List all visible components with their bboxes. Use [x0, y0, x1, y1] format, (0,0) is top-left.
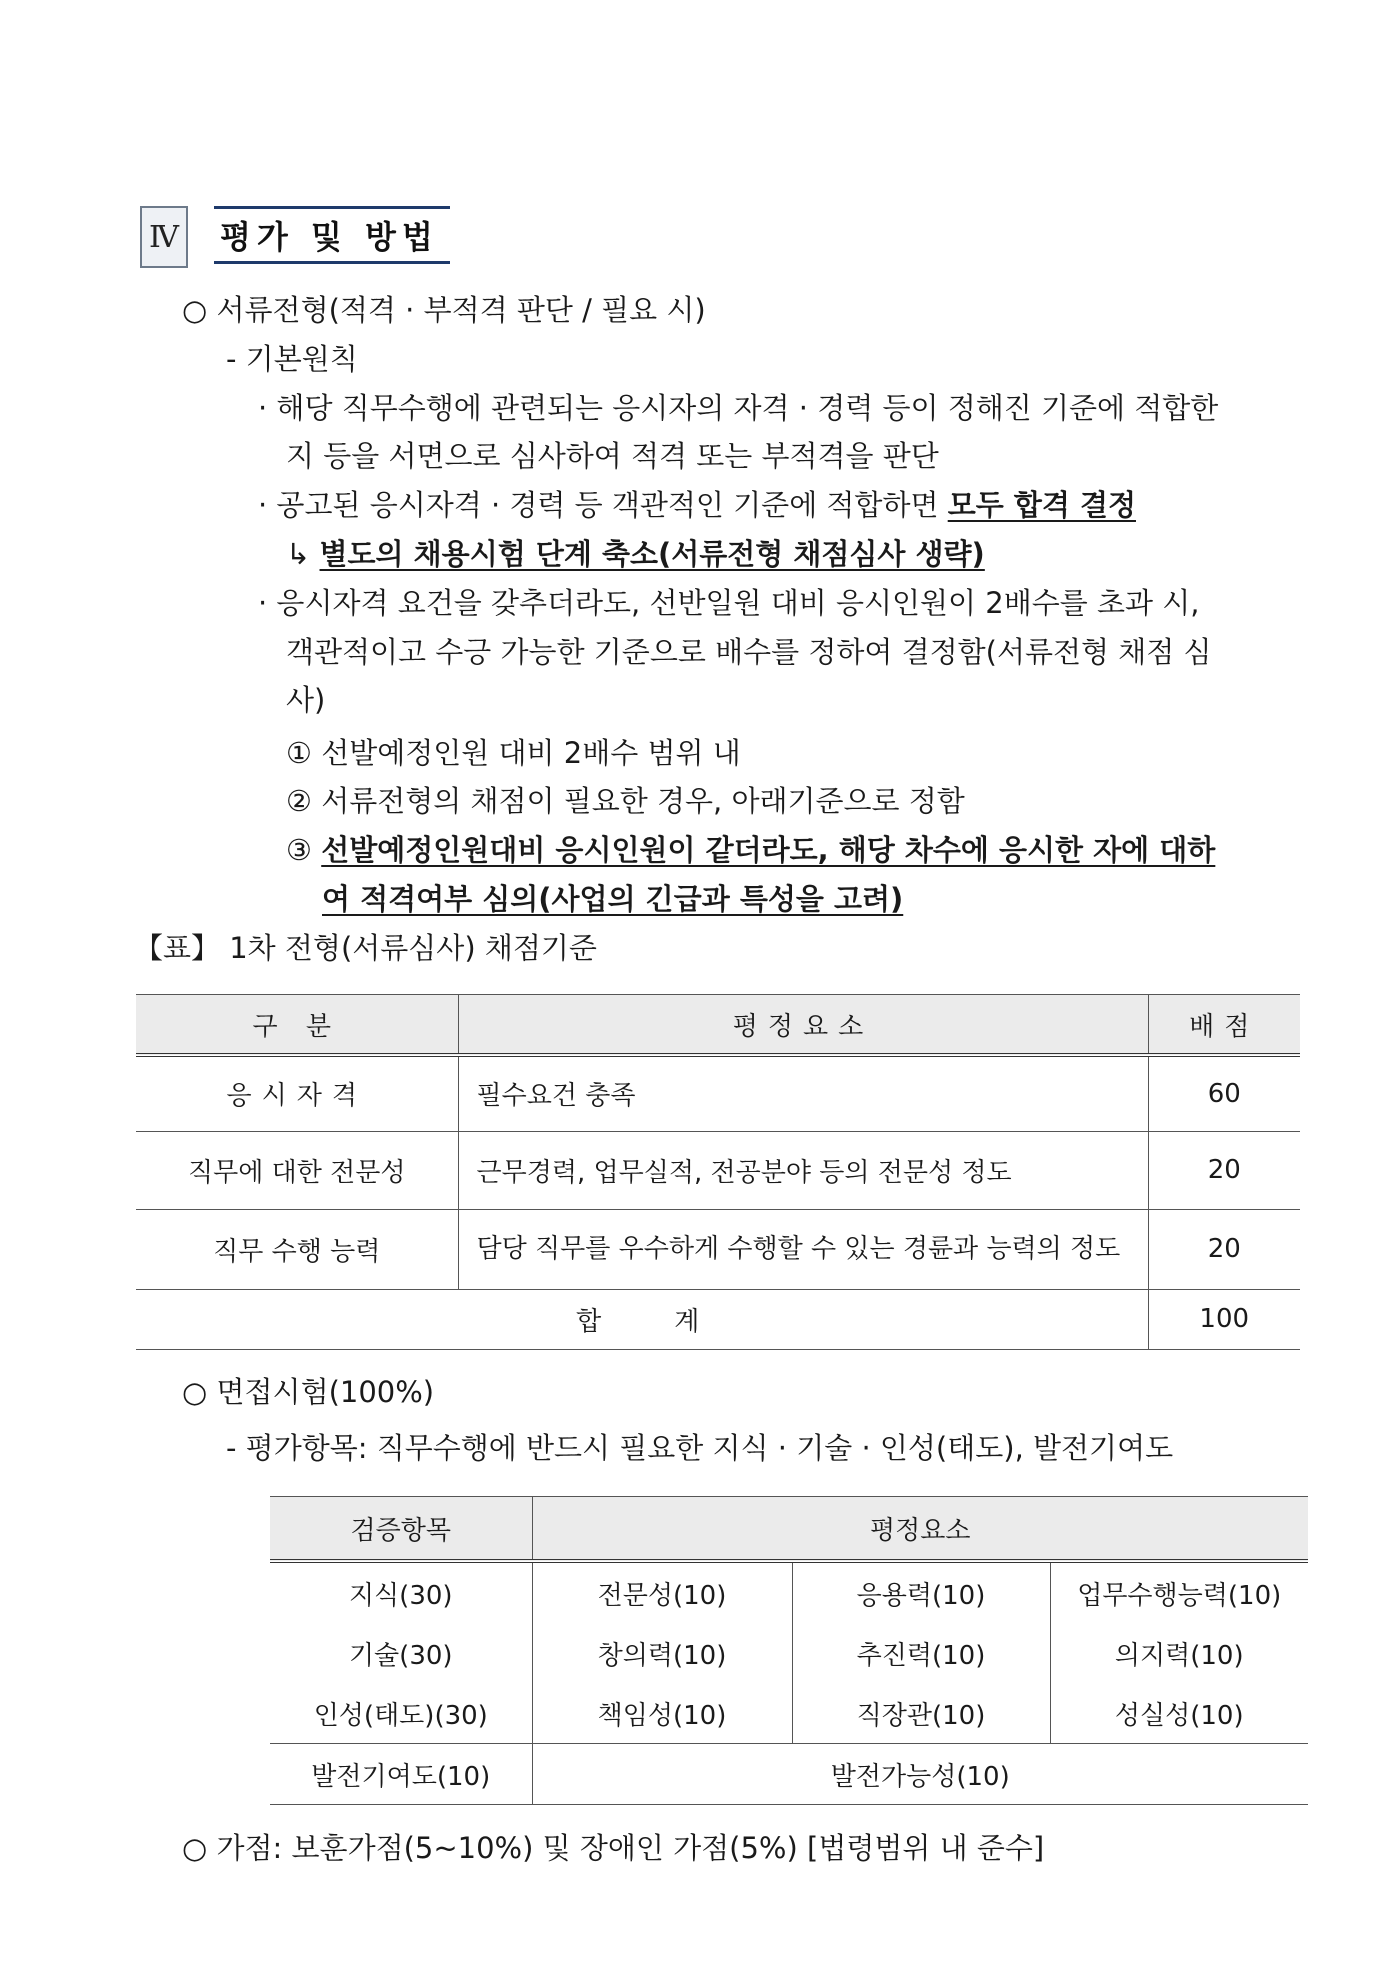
arrow-icon: ↳ [286, 537, 320, 571]
table2-cell: 직장관(10) [792, 1683, 1050, 1744]
criteria-item-3-line2: 여 적격여부 심의(사업의 긴급과 특성을 고려) [322, 882, 904, 916]
table2-cell: 인성(태도)(30) [313, 1700, 488, 1731]
bullet2-text: · 공고된 응시자격 · 경력 등 객관적인 기준에 적합하면 [258, 488, 948, 522]
table2-cell: 전문성(10) [532, 1561, 792, 1623]
criteria-item-3 [286, 832, 1215, 868]
interview-heading: ○ 면접시험(100%) [182, 1375, 435, 1409]
table2-cell: 발전기여도(10) [270, 1744, 532, 1805]
table-row [136, 1131, 1300, 1209]
table-row [136, 1209, 1300, 1289]
table1-cell: 근무경력, 업무실적, 전공분야 등의 전문성 정도 [458, 1131, 1148, 1209]
table1-cell: 60 [1148, 1055, 1300, 1131]
doc-screening-heading: ○ 서류전형(적격 · 부적격 판단 / 필요 시) [182, 293, 706, 327]
criteria-item-1: ① 선발예정인원 대비 2배수 범위 내 [286, 736, 741, 770]
interview-items: - 평가항목: 직무수행에 반드시 필요한 지식 · 기술 · 인성(태도), 발전기여도 [226, 1431, 1174, 1465]
interview-criteria-table [270, 1496, 1308, 1805]
table1-cell: 필수요건 충족 [458, 1055, 1148, 1131]
table2-cell: 응용력(10) [792, 1561, 1050, 1623]
bonus-points: ○ 가점: 보훈가점(5~10%) 및 장애인 가점(5%) [법령범위 내 준수] [182, 1831, 1045, 1865]
table2-cell: 발전가능성(10) [532, 1744, 1308, 1805]
table1-header-score: 배점 [1148, 995, 1300, 1056]
bullet3-line3: 사) [286, 683, 326, 717]
table1-cell: 20 [1148, 1209, 1300, 1289]
bullet1-line1: · 해당 직무수행에 관련되는 응시자의 자격 · 경력 등이 정해진 기준에 적합한 [258, 391, 1219, 425]
bullet3-line2: 객관적이고 수긍 가능한 기준으로 배수를 정하여 결정함(서류전형 채점 심 [286, 635, 1212, 669]
bullet2 [258, 487, 1136, 523]
table-row [270, 1561, 1308, 1623]
criteria-item-3-line1: 선발예정인원대비 응시인원이 같더라도, 해당 차수에 응시한 자에 대하 [321, 833, 1216, 867]
table-row [136, 1055, 1300, 1131]
table1-cell: 담당 직무를 우수하게 수행할 수 있는 경륜과 능력의 정도 [458, 1209, 1148, 1289]
table2-cell: 지식(30) [348, 1580, 453, 1611]
table1-header-category: 구 분 [136, 995, 458, 1056]
table2-cell: 추진력(10) [792, 1623, 1050, 1683]
table2-cell: 창의력(10) [532, 1623, 792, 1683]
criteria-item-2: ② 서류전형의 채점이 필요한 경우, 아래기준으로 정함 [286, 784, 965, 818]
table-row [136, 1289, 1300, 1349]
criteria-item-3-number: ③ [286, 833, 322, 867]
bullet2-emphasis: 모두 합격 결정 [947, 488, 1136, 522]
table-row [270, 1623, 1308, 1683]
table2-header-item: 검증항목 [270, 1497, 532, 1562]
section-title: 평가 및 방법 [214, 206, 450, 264]
table2-cell: 기술(30) [348, 1640, 453, 1671]
principle-label: - 기본원칙 [226, 342, 358, 376]
table-row [270, 1744, 1308, 1805]
table1-cell: 직무에 대한 전문성 [136, 1131, 458, 1209]
arrow-note [286, 536, 985, 572]
table2-cell: 업무수행능력(10) [1050, 1561, 1308, 1623]
bullet1-line2: 지 등을 서면으로 심사하여 적격 또는 부적격을 판단 [286, 439, 939, 473]
table1-caption: 【표】 1차 전형(서류심사) 채점기준 [134, 931, 597, 965]
table2-cell: 책임성(10) [532, 1683, 792, 1744]
arrow-note-text: 별도의 채용시험 단계 축소(서류전형 채점심사 생략) [319, 537, 985, 571]
table1-header-elements: 평정요소 [458, 995, 1148, 1056]
table1-total-value: 100 [1148, 1289, 1300, 1349]
table1-total-label: 합 계 [136, 1289, 1148, 1349]
table2-cell: 의지력(10) [1050, 1623, 1308, 1683]
bullet3-line1: · 응시자격 요건을 갖추더라도, 선반일원 대비 응시인원이 2배수를 초과 시, [258, 586, 1200, 620]
table1-cell: 응시자격 [136, 1055, 458, 1131]
table1-cell: 직무 수행 능력 [136, 1209, 458, 1289]
table2-cell: 성실성(10) [1050, 1683, 1308, 1744]
table2-header-elements: 평정요소 [532, 1497, 1308, 1562]
table-row [270, 1683, 1308, 1744]
scoring-criteria-table [136, 994, 1300, 1350]
table1-cell: 20 [1148, 1131, 1300, 1209]
section-number: Ⅳ [140, 206, 188, 268]
